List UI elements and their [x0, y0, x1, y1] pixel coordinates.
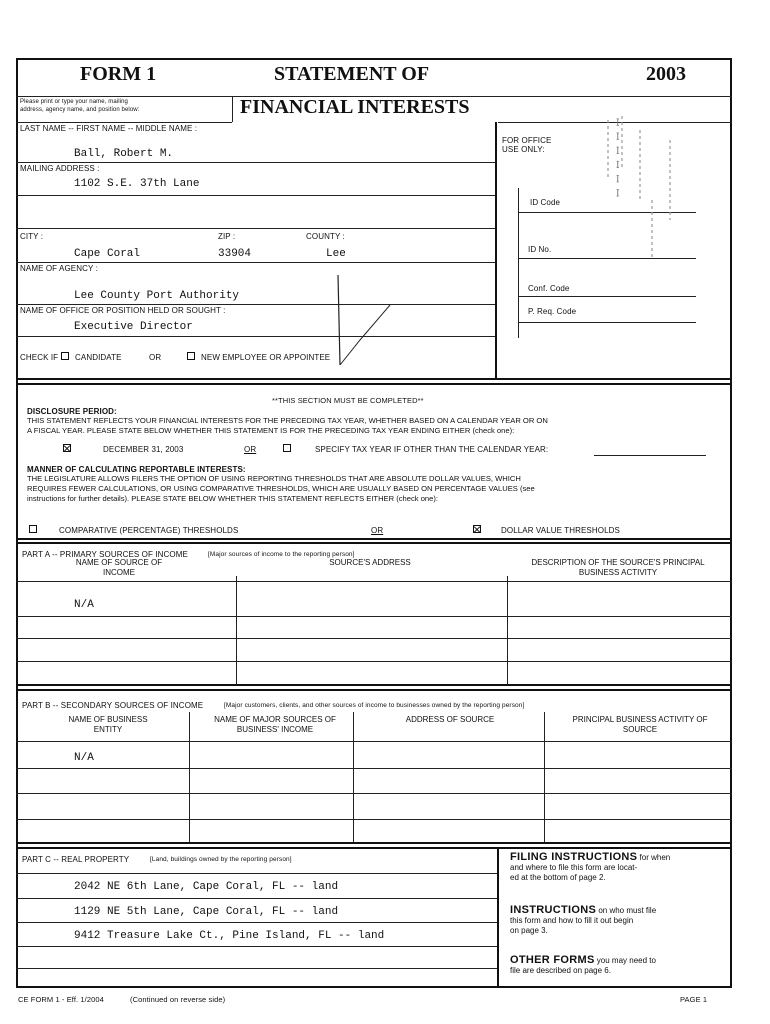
part-b-entry: N/A — [74, 752, 94, 764]
col-divider — [189, 712, 190, 842]
other-year-checkbox[interactable] — [283, 444, 291, 452]
part-b-col1: NAME OF BUSINESS ENTITY — [68, 715, 148, 734]
part-b-col4: PRINCIPAL BUSINESS ACTIVITY OF SOURCE — [572, 715, 708, 734]
mailing-label: MAILING ADDRESS : — [20, 164, 100, 173]
comparative-label: COMPARATIVE (PERCENTAGE) THRESHOLDS — [59, 526, 239, 535]
section-divider — [16, 542, 732, 544]
section-divider — [16, 383, 732, 385]
filing-line3: ed at the bottom of page 2. — [510, 873, 606, 882]
new-employee-checkbox[interactable] — [187, 352, 195, 360]
rule — [518, 322, 696, 323]
other-forms-note — [510, 955, 730, 976]
zip-label: ZIP : — [218, 232, 236, 241]
disclosure-period-line2: A FISCAL YEAR. PLEASE STATE BELOW WHETHER THIS STATEMENT IS FOR THE PRECEDING TAX YEAR ENDING EITHER (check one): — [27, 426, 515, 435]
part-a-subtitle: [Major sources of income to the reporting person] — [208, 551, 355, 558]
name-label: LAST NAME -- FIRST NAME -- MIDDLE NAME : — [20, 124, 198, 133]
part-a-col1: NAME OF SOURCE OF INCOME — [75, 558, 163, 577]
col-divider — [353, 712, 354, 842]
property-row-1: 2042 NE 6th Lane, Cape Coral, FL -- land — [74, 881, 339, 893]
rule — [16, 922, 498, 923]
form-title-line1: STATEMENT OF — [274, 63, 430, 85]
or-label: OR — [149, 353, 162, 362]
must-complete-note: **THIS SECTION MUST BE COMPLETED** — [272, 396, 424, 405]
section-divider — [16, 378, 732, 380]
part-b-col3: ADDRESS OF SOURCE — [405, 715, 495, 724]
manner-line3: instructions for further details). PLEASE STATE BELOW WHETHER THIS STATEMENT REFLECTS EITHER (check one): — [27, 494, 439, 503]
filer-name: Ball, Robert M. — [74, 148, 174, 160]
instructions-note — [510, 905, 730, 936]
filing-instructions — [510, 852, 730, 883]
instr-line2: this form and how to fill it out begin — [510, 916, 634, 925]
rule — [16, 228, 495, 229]
dec31-checkbox[interactable] — [63, 444, 71, 452]
part-b-title: PART B -- SECONDARY SOURCES OF INCOME — [22, 701, 204, 710]
property-row-2: 1129 NE 5th Lane, Cape Coral, FL -- land — [74, 906, 339, 918]
footer-page: PAGE 1 — [680, 995, 708, 1004]
rule — [16, 768, 732, 769]
received-stamp: ꟷ ꟷ ꟷ ꟷ ꟷ ꟷ — [610, 118, 621, 197]
col-divider — [544, 712, 545, 842]
rule — [518, 296, 696, 297]
part-c-title: PART C -- REAL PROPERTY — [22, 855, 130, 864]
manner-line2: REQUIRES FEWER CALCULATIONS, OR USING COMPARATIVE THRESHOLDS, WHICH ARE USUALLY BASED ON PERCENTAGE VALUES (see — [27, 484, 535, 493]
manner-title: MANNER OF CALCULATING REPORTABLE INTERESTS: — [27, 465, 246, 474]
id-no-label: ID No. — [528, 245, 552, 254]
candidate-label: CANDIDATE — [75, 353, 122, 362]
specify-label: SPECIFY TAX YEAR IF OTHER THAN THE CALENDAR YEAR: — [315, 445, 549, 454]
other-line2: file are described on page 6. — [510, 966, 611, 975]
part-b-subtitle: [Major customers, clients, and other sources of income to businesses owned by the reporting person] — [224, 702, 525, 709]
rule — [16, 898, 498, 899]
part-a-col2: SOURCE'S ADDRESS — [329, 558, 411, 567]
rule — [16, 581, 732, 582]
form-year: 2003 — [646, 63, 686, 85]
instructions-box-edge — [497, 847, 499, 988]
rule — [16, 946, 498, 947]
col-divider — [507, 576, 508, 684]
dec31-label: DECEMBER 31, 2003 — [103, 445, 184, 454]
county-label: COUNTY : — [306, 232, 345, 241]
zip: 33904 — [218, 248, 252, 260]
rule — [16, 195, 495, 196]
rule — [16, 638, 732, 639]
new-employee-label: NEW EMPLOYEE OR APPOINTEE — [201, 353, 331, 362]
rule — [16, 873, 498, 874]
disclosure-period-title: DISCLOSURE PERIOD: — [27, 407, 117, 416]
note-box-edge — [232, 96, 233, 122]
county: Lee — [326, 248, 346, 260]
form-title-line2: FINANCIAL INTERESTS — [240, 96, 470, 118]
conf-code-label: Conf. Code — [528, 284, 570, 293]
specify-line[interactable] — [594, 455, 706, 456]
p-req-code-label: P. Req. Code — [528, 307, 577, 316]
mailing-address: 1102 S.E. 37th Lane — [74, 178, 200, 190]
print-note-line1: Please print or type your name, mailing — [20, 99, 128, 105]
section-divider — [16, 842, 732, 844]
rule — [16, 793, 732, 794]
rule — [16, 968, 498, 969]
position: Executive Director — [74, 321, 193, 333]
filing-head: FILING INSTRUCTIONS — [510, 851, 638, 863]
agency-label: NAME OF AGENCY : — [20, 264, 98, 273]
part-a-title: PART A -- PRIMARY SOURCES OF INCOME — [22, 550, 188, 559]
id-code-label: ID Code — [530, 198, 561, 207]
section-divider — [16, 684, 732, 686]
rule — [16, 661, 732, 662]
property-row-3: 9412 Treasure Lake Ct., Pine Island, FL -- land — [74, 930, 385, 942]
section-divider — [16, 689, 732, 691]
part-c-subtitle: [Land, buildings owned by the reporting person] — [150, 856, 292, 863]
dollar-label: DOLLAR VALUE THRESHOLDS — [501, 526, 620, 535]
office-use-title1: FOR OFFICE — [502, 136, 552, 145]
candidate-checkbox[interactable] — [61, 352, 69, 360]
office-use-title2: USE ONLY: — [502, 145, 545, 154]
col-divider — [236, 576, 237, 684]
part-a-col3: DESCRIPTION OF THE SOURCE'S PRINCIPAL BUSINESS ACTIVITY — [531, 558, 705, 577]
rule — [16, 162, 495, 163]
header-divider — [16, 96, 732, 97]
or-label-2: OR — [371, 526, 384, 535]
filing-tail: for when — [637, 853, 671, 862]
office-inner-edge — [518, 188, 519, 338]
manner-line1: THE LEGISLATURE ALLOWS FILERS THE OPTION OF USING REPORTING THRESHOLDS THAT ARE ABSOLUTE DOLLAR VALUES, WHICH — [27, 474, 521, 483]
section-divider — [16, 538, 732, 540]
section-divider — [16, 847, 732, 849]
handwritten-mark — [300, 245, 430, 375]
or-label: OR — [244, 445, 257, 454]
instr-tail: on who must file — [596, 906, 657, 915]
footer-form-id: CE FORM 1 - Eff. 1/2004 — [18, 995, 104, 1004]
other-tail: you may need to — [594, 956, 656, 965]
filing-line2: and where to file this form are locat- — [510, 863, 638, 872]
instr-line3: on page 3. — [510, 926, 548, 935]
rule — [16, 819, 732, 820]
rule — [16, 616, 732, 617]
position-label: NAME OF OFFICE OR POSITION HELD OR SOUGHT : — [20, 306, 226, 315]
city: Cape Coral — [74, 248, 141, 260]
dollar-checkbox[interactable] — [473, 525, 481, 533]
instr-head: INSTRUCTIONS — [510, 904, 597, 916]
office-box-edge — [495, 122, 497, 378]
rule — [16, 741, 732, 742]
footer-continued: (Continued on reverse side) — [130, 995, 226, 1004]
print-note-line2: address, agency name, and position below: — [20, 107, 140, 113]
other-head: OTHER FORMS — [510, 954, 595, 966]
comparative-checkbox[interactable] — [29, 525, 37, 533]
agency: Lee County Port Authority — [74, 290, 240, 302]
part-a-entry: N/A — [74, 599, 94, 611]
form-number: FORM 1 — [80, 63, 157, 85]
disclosure-period-line1: THIS STATEMENT REFLECTS YOUR FINANCIAL INTERESTS FOR THE PRECEDING TAX YEAR, WHETHER BASED ON A CALENDAR YEAR OR ON — [27, 416, 548, 425]
city-label: CITY : — [20, 232, 44, 241]
check-if-label: CHECK IF — [20, 353, 59, 362]
part-b-col2: NAME OF MAJOR SOURCES OF BUSINESS' INCOME — [214, 715, 336, 734]
note-box-bottom — [16, 122, 232, 123]
received-stamp-marks — [600, 110, 690, 270]
